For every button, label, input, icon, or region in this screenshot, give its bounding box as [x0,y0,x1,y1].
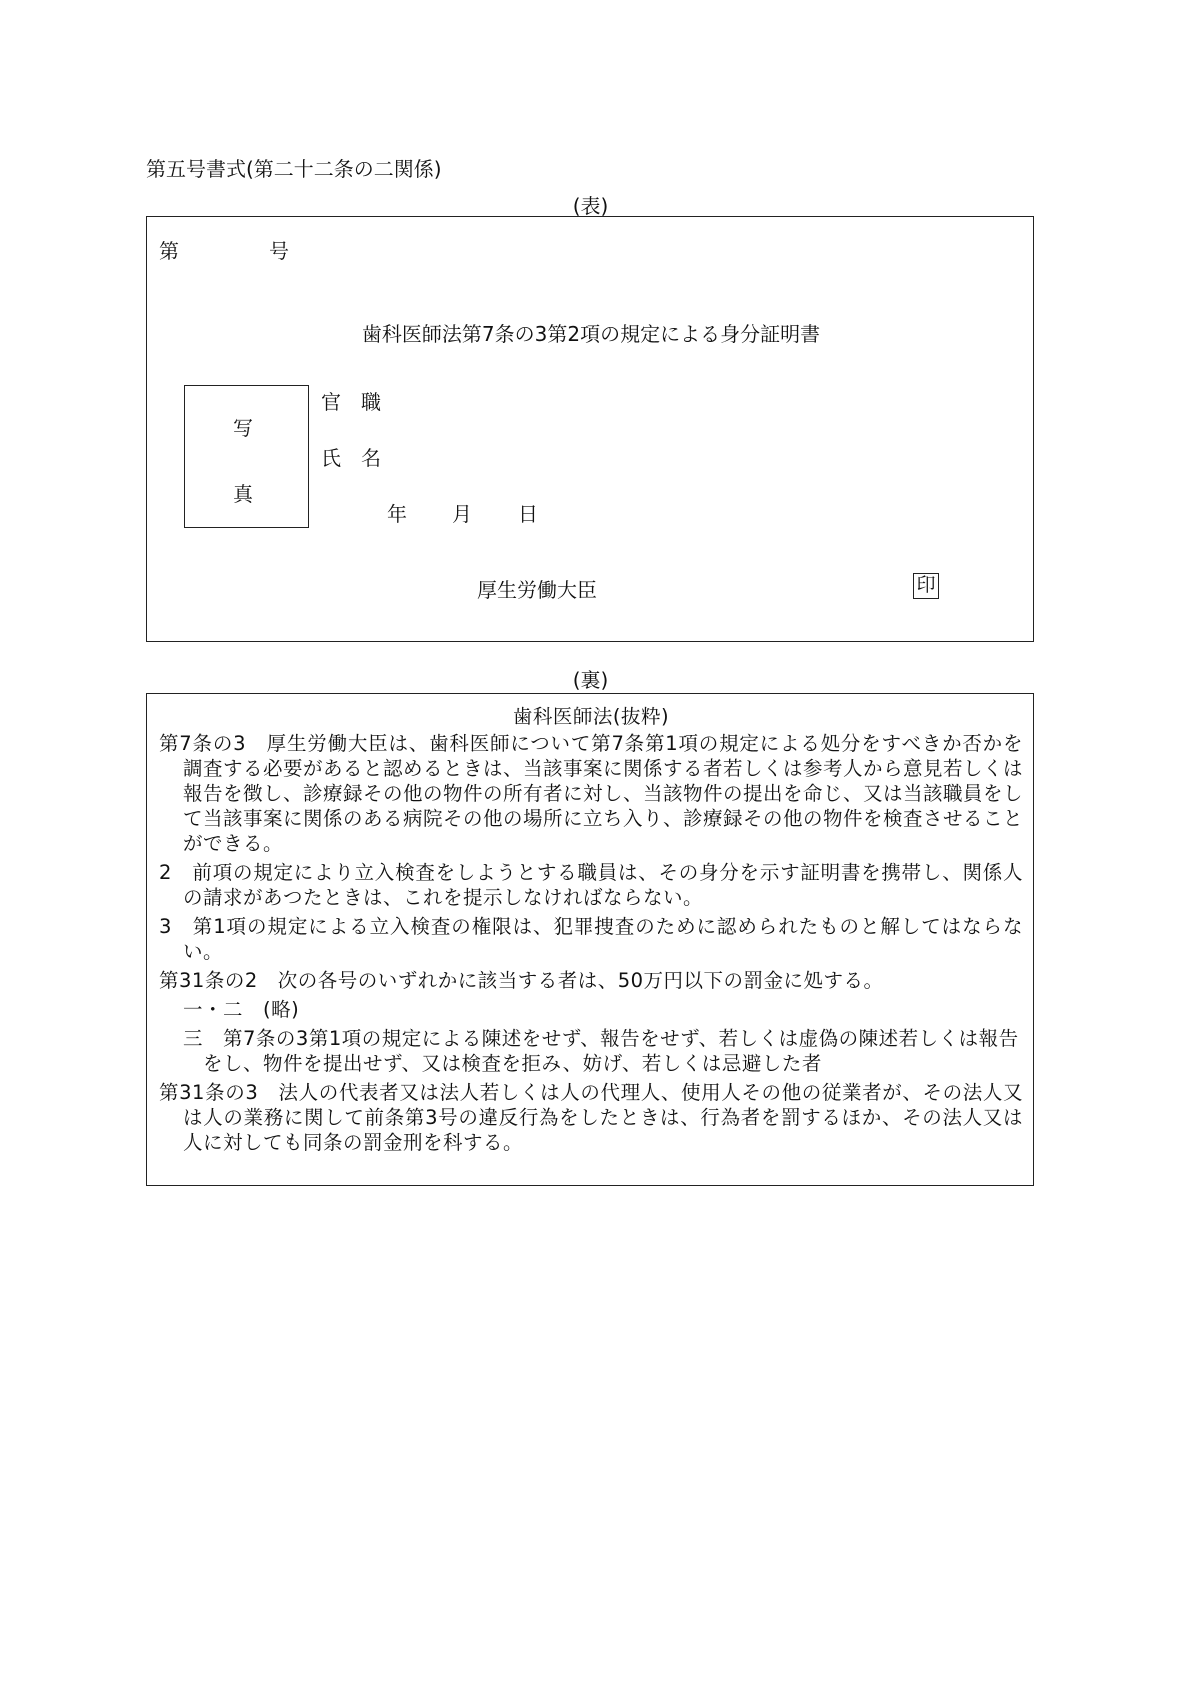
article-31-3: 第31条の3 法人の代表者又は法人若しくは人の代理人、使用人その他の従業者が、その法人又は人の業務に関して前条第3号の違反行為をしたときは、行為者を罰するほか、その法人又は人に対しても同条の罰金刑を科する。 [159,1081,1023,1154]
certificate-number-prefix: 第 [159,239,179,263]
certificate-title: 歯科医師法第7条の3第2項の規定による身分証明書 [361,322,821,346]
article-7-3-paragraph-2: 2 前項の規定により立入検査をしようとする職員は、その身分を示す証明書を携帯し、関係人の請求があつたときは、これを提示しなければならない。 [159,861,1023,909]
issuer-name: 厚生労働大臣 [477,578,597,602]
photo-label-1: 写 [233,416,253,440]
certificate-number-suffix: 号 [269,239,289,263]
photo-label-2: 真 [233,482,253,506]
name-label: 氏 名 [321,446,381,470]
photo-box [184,385,309,528]
article-31-2-items-1-2: 一・二 (略) [183,998,300,1021]
position-label: 官 職 [321,390,381,414]
back-excerpt [146,693,1034,1186]
seal-mark: 印 [913,573,939,599]
date-year-label: 年 [387,502,407,526]
date-month-label: 月 [452,502,472,526]
back-side-label: (裏) [572,668,609,692]
article-31-2: 第31条の2 次の各号のいずれかに該当する者は、50万円以下の罰金に処する。 [159,969,884,992]
article-31-2-item-3: 三 第7条の3第1項の規定による陳述をせず、報告をせず、若しくは虚偽の陳述若しくは報告をし、物件を提出せず、又は検査を拒み、妨げ、若しくは忌避した者 [183,1027,1019,1075]
form-title: 第五号書式(第二十二条の二関係) [146,157,442,181]
excerpt-title: 歯科医師法(抜粋) [512,705,670,728]
front-certificate [146,216,1034,642]
date-day-label: 日 [518,502,538,526]
article-7-3-paragraph-3: 3 第1項の規定による立入検査の権限は、犯罪捜査のために認められたものと解してはならない。 [159,915,1023,963]
article-7-3: 第7条の3 厚生労働大臣は、歯科医師について第7条第1項の規定による処分をすべきか否かを調査する必要があると認めるときは、当該事案に関係する者若しくは参考人から意見若しくは報告を徴し、診療録その他の物件の所有者に対し、当該物件の提出を命じ、又は当該職員をして当該事案に関係のある病院その他の場所に立ち入り、診療録その他の物件を検査させることができる。 [159,732,1024,855]
front-side-label: (表) [572,194,609,218]
